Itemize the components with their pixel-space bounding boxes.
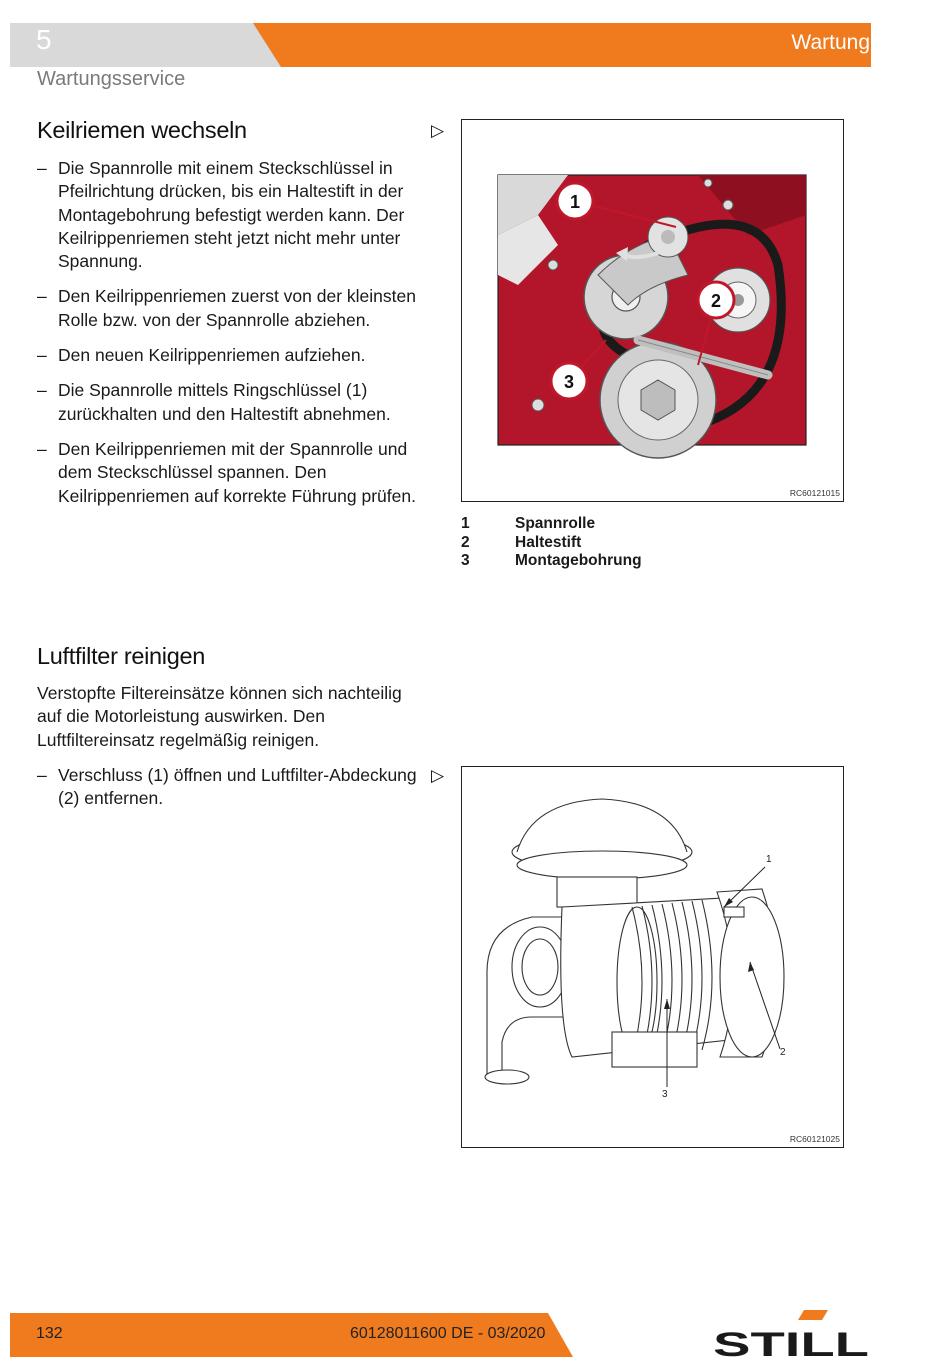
heading-keilriemen: Keilriemen wechseln xyxy=(37,117,247,143)
legend-row: 1 Spannrolle xyxy=(461,515,596,532)
callout-3: 3 xyxy=(563,372,575,392)
document-number: 60128011600 DE - 03/2020 xyxy=(350,1325,546,1342)
luftfilter-steps xyxy=(37,764,422,823)
legend-row: 3 Montagebohrung xyxy=(461,552,642,569)
figure-legend xyxy=(461,515,642,571)
legend-row: 2 Haltestift xyxy=(461,533,582,551)
play-outline-icon: ▷ xyxy=(431,766,445,785)
figure-belt-drive xyxy=(461,119,844,502)
svg-text:STILL: STILL xyxy=(713,1326,869,1360)
callout-2: 2 xyxy=(710,291,722,311)
chapter-number: 5 xyxy=(36,24,52,55)
luftfilter-intro: Verstopfte Filtereinsätze können sich nachteilig auf die Motorleistung auswirken. Den Luftfiltereinsatz regelmäßig reinigen. xyxy=(37,683,402,750)
figure-air-filter xyxy=(461,766,844,1148)
callout-2: 2 xyxy=(780,1047,786,1058)
play-outline-icon: ▷ xyxy=(431,121,445,140)
list-item: – Die Spannrolle mittels Ringschlüssel (1) zurückhalten und den Haltestift abnehmen. xyxy=(37,380,391,424)
still-logo xyxy=(712,1310,870,1360)
figure-reference: RC60121025 xyxy=(789,1134,840,1144)
section-title: Wartung xyxy=(791,31,870,54)
keilriemen-steps xyxy=(37,157,422,520)
figure-reference: RC60121015 xyxy=(789,488,840,498)
belt-drive-illustration xyxy=(462,120,842,500)
callout-1: 1 xyxy=(766,854,772,865)
callout-3: 3 xyxy=(662,1089,668,1100)
header-orange-band xyxy=(253,23,871,67)
air-filter-illustration xyxy=(462,767,842,1147)
list-item: – Verschluss (1) öffnen und Luftfilter-Abdeckung (2) entfernen. xyxy=(37,765,417,809)
list-item: – Den Keilrippenriemen mit der Spannrolle und dem Steckschlüssel spannen. Den Keilrippenriemen auf korrekte Führung prüfen. xyxy=(37,438,416,506)
list-item: – Den neuen Keilrippenriemen aufziehen. xyxy=(37,345,366,366)
callout-1: 1 xyxy=(569,192,581,212)
list-item: – Den Keilrippenriemen zuerst von der kleinsten Rolle bzw. von der Spannrolle abziehen. xyxy=(37,286,416,330)
page-number: 132 xyxy=(36,1325,63,1342)
list-item: – Die Spannrolle mit einem Steckschlüssel in Pfeilrichtung drücken, bis ein Haltestift in der Montagebohrung befestigt werden kann. Der Keilrippenriemen steht jetzt nicht mehr unter Spannung. xyxy=(37,158,405,272)
subsection-title: Wartungsservice xyxy=(37,68,186,90)
heading-luftfilter: Luftfilter reinigen xyxy=(37,643,206,669)
